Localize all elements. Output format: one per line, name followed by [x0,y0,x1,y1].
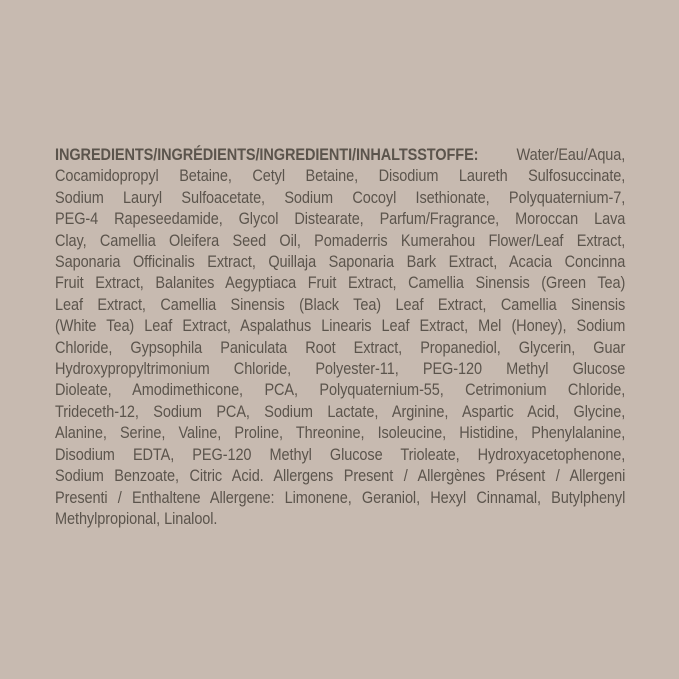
ingredients-line: Sodium Benzoate, Citric Acid. Allergens Present / Allergènes Présent / Allergeni [55,467,626,486]
ingredients-line: Chloride, Gypsophila Paniculata Root Extract, Propanediol, Glycerin, Guar [55,338,626,357]
ingredients-line: Disodium EDTA, PEG-120 Methyl Glucose Trioleate, Hydroxyacetophenone, [55,445,626,464]
ingredients-line: Saponaria Officinalis Extract, Quillaja Saponaria Bark Extract, Acacia Concinna [55,253,626,272]
ingredients-line: Alanine, Serine, Valine, Proline, Threonine, Isoleucine, Histidine, Phenylalanine, [55,424,626,443]
ingredients-line-last: Methylpropional, Linalool. [55,509,218,528]
ingredients-heading-tail: Water/Eau/Aqua, [478,146,626,164]
ingredients-line: (White Tea) Leaf Extract, Aspalathus Linearis Leaf Extract, Mel (Honey), Sodium [55,317,626,336]
ingredients-line: Leaf Extract, Camellia Sinensis (Black Tea) Leaf Extract, Camellia Sinensis [55,295,626,314]
ingredients-line: Dioleate, Amodimethicone, PCA, Polyquaternium-55, Cetrimonium Chloride, [55,381,626,400]
ingredients-line: Trideceth-12, Sodium PCA, Sodium Lactate, Arginine, Aspartic Acid, Glycine, [55,402,626,421]
ingredients-line: Sodium Lauryl Sulfoacetate, Sodium Cocoyl Isethionate, Polyquaternium-7, [55,188,626,207]
ingredients-line: Hydroxypropyltrimonium Chloride, Polyester-11, PEG-120 Methyl Glucose [55,360,626,379]
ingredients-line: Clay, Camellia Oleifera Seed Oil, Pomaderris Kumerahou Flower/Leaf Extract, [55,231,626,250]
ingredients-line: PEG-4 Rapeseedamide, Glycol Distearate, Parfum/Fragrance, Moroccan Lava [55,210,626,229]
ingredients-line-heading [55,145,625,166]
ingredients-heading: INGREDIENTS/INGRÉDIENTS/INGREDIENTI/INHALTSSTOFFE: [55,146,479,164]
ingredients-line: Presenti / Enthaltene Allergene: Limonene, Geraniol, Hexyl Cinnamal, Butylphenyl [55,488,626,507]
ingredients-line: Cocamidopropyl Betaine, Cetyl Betaine, Disodium Laureth Sulfosuccinate, [55,167,626,186]
ingredients-label [55,145,625,530]
ingredients-line: Fruit Extract, Balanites Aegyptiaca Fruit Extract, Camellia Sinensis (Green Tea) [55,274,626,293]
